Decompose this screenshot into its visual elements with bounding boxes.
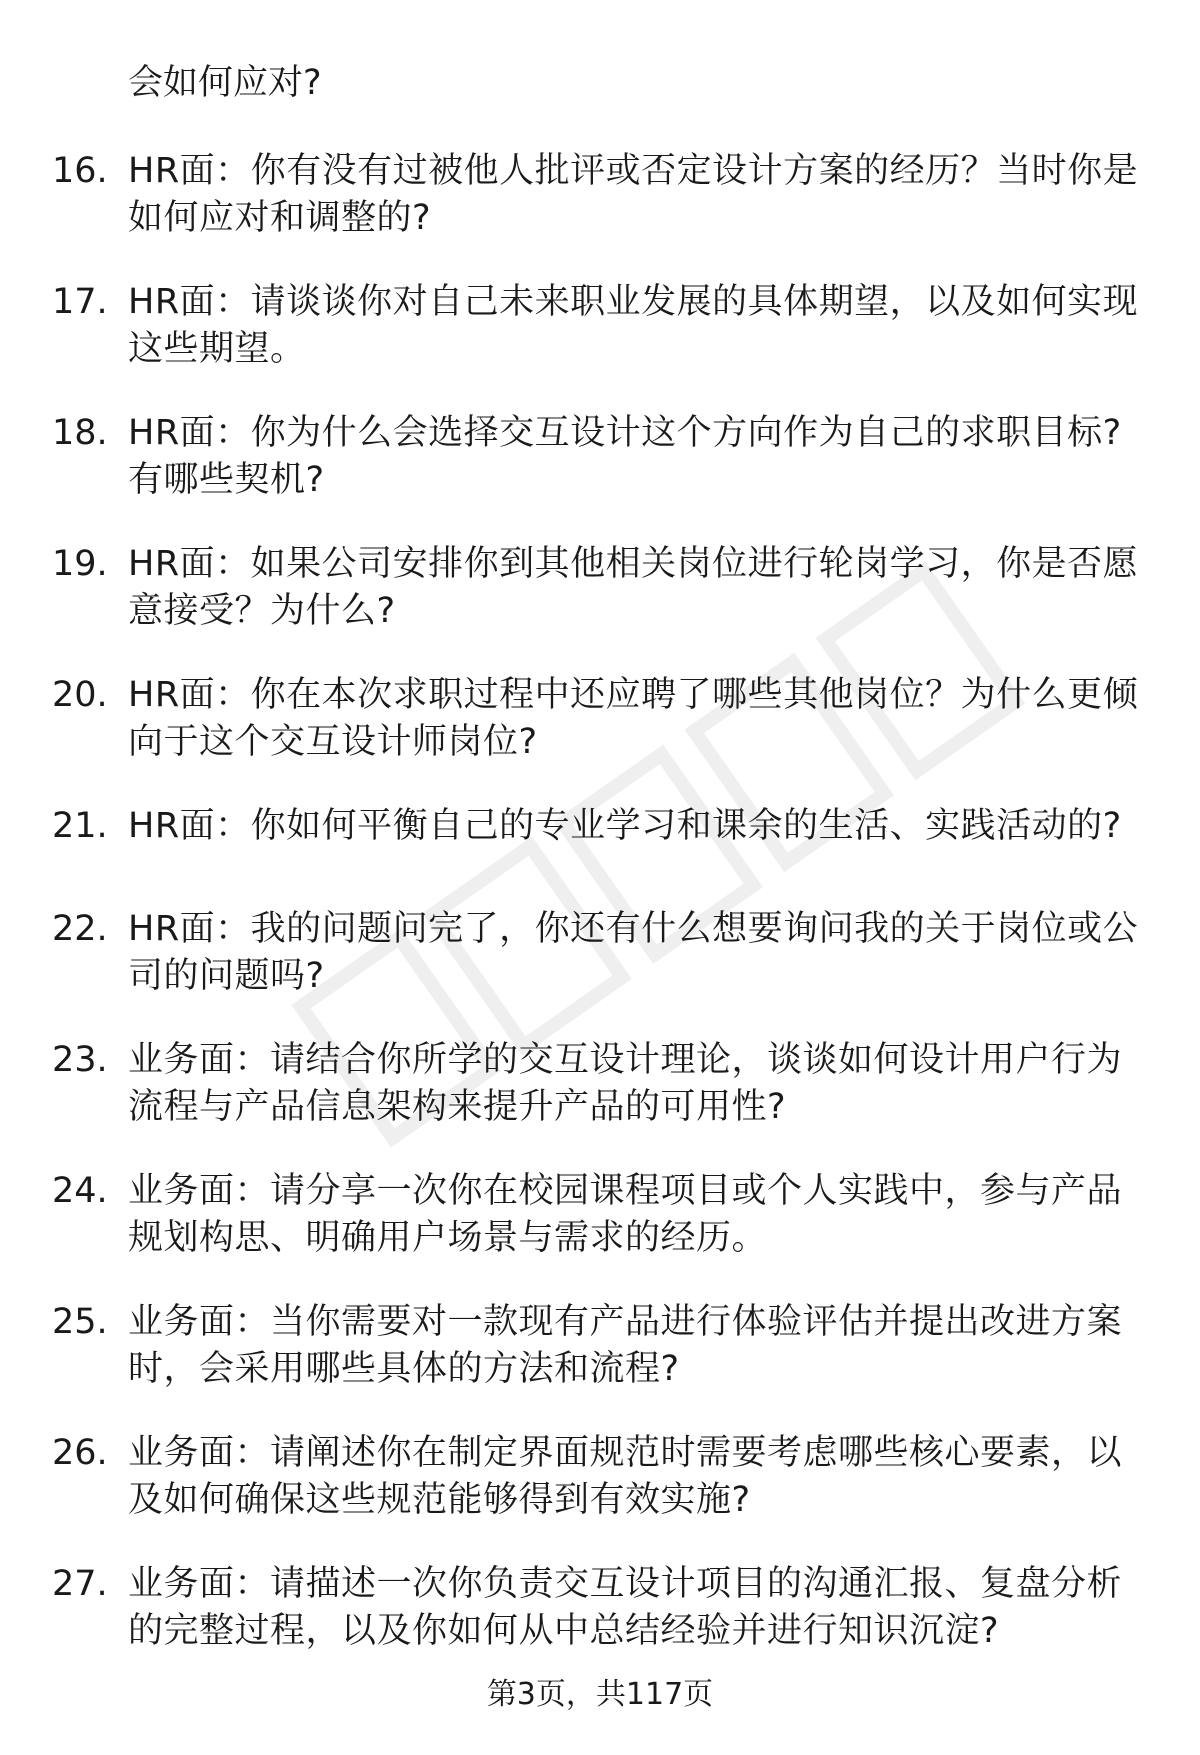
- question-text: HR面：你有没有过被他人批评或否定设计方案的经历？当时你是如何应对和调整的?: [128, 151, 1139, 238]
- question-item: [0, 1037, 1200, 1168]
- question-item: [0, 148, 1200, 279]
- question-number: 19.: [52, 544, 108, 584]
- question-text: 业务面：请分享一次你在校园课程项目或个人实践中，参与产品规划构思、明确用户场景与需求的经历。: [128, 1171, 1123, 1258]
- question-number: 24.: [52, 1171, 108, 1211]
- question-number: 21.: [52, 806, 108, 846]
- question-item: [0, 1168, 1200, 1299]
- question-item: [0, 410, 1200, 541]
- question-item: [0, 1561, 1200, 1692]
- question-number: 18.: [52, 413, 108, 453]
- question-number: 25.: [52, 1302, 108, 1342]
- continued-question-text: 会如何应对?: [128, 63, 322, 103]
- question-text: HR面：你如何平衡自己的专业学习和课余的生活、实践活动的?: [128, 806, 1122, 846]
- question-item: [0, 906, 1200, 1037]
- question-number: 26.: [52, 1433, 108, 1473]
- question-number: 23.: [52, 1040, 108, 1080]
- question-item: [0, 1430, 1200, 1561]
- question-text: HR面：你为什么会选择交互设计这个方向作为自己的求职目标?有哪些契机?: [128, 413, 1122, 500]
- question-text: HR面：我的问题问完了，你还有什么想要询问我的关于岗位或公司的问题吗?: [128, 909, 1139, 996]
- question-text: 业务面：请结合你所学的交互设计理论，谈谈如何设计用户行为流程与产品信息架构来提升产品的可用性?: [128, 1040, 1123, 1127]
- question-text: HR面：如果公司安排你到其他相关岗位进行轮岗学习，你是否愿意接受？为什么?: [128, 544, 1139, 631]
- question-number: 22.: [52, 909, 108, 949]
- question-text: 业务面：当你需要对一款现有产品进行体验评估并提出改进方案时，会采用哪些具体的方法和流程?: [128, 1302, 1123, 1389]
- question-text: 业务面：请描述一次你负责交互设计项目的沟通汇报、复盘分析的完整过程，以及你如何从中总结经验并进行知识沉淀?: [128, 1564, 1123, 1651]
- question-item: [0, 1299, 1200, 1430]
- question-item: [0, 541, 1200, 672]
- question-item: [0, 672, 1200, 803]
- question-text: 业务面：请阐述你在制定界面规范时需要考虑哪些核心要素，以及如何确保这些规范能够得到有效实施?: [128, 1433, 1123, 1520]
- question-text: HR面：你在本次求职过程中还应聘了哪些其他岗位？为什么更倾向于这个交互设计师岗位?: [128, 675, 1139, 762]
- page-footer: 第3页，共117页: [486, 1677, 714, 1712]
- question-number: 27.: [52, 1564, 108, 1604]
- question-number: 17.: [52, 282, 108, 322]
- question-number: 20.: [52, 675, 108, 715]
- question-list: [0, 148, 1200, 1692]
- question-item: [0, 279, 1200, 410]
- question-item: [0, 803, 1200, 906]
- question-number: 16.: [52, 151, 108, 191]
- question-text: HR面：请谈谈你对自己未来职业发展的具体期望，以及如何实现这些期望。: [128, 282, 1139, 369]
